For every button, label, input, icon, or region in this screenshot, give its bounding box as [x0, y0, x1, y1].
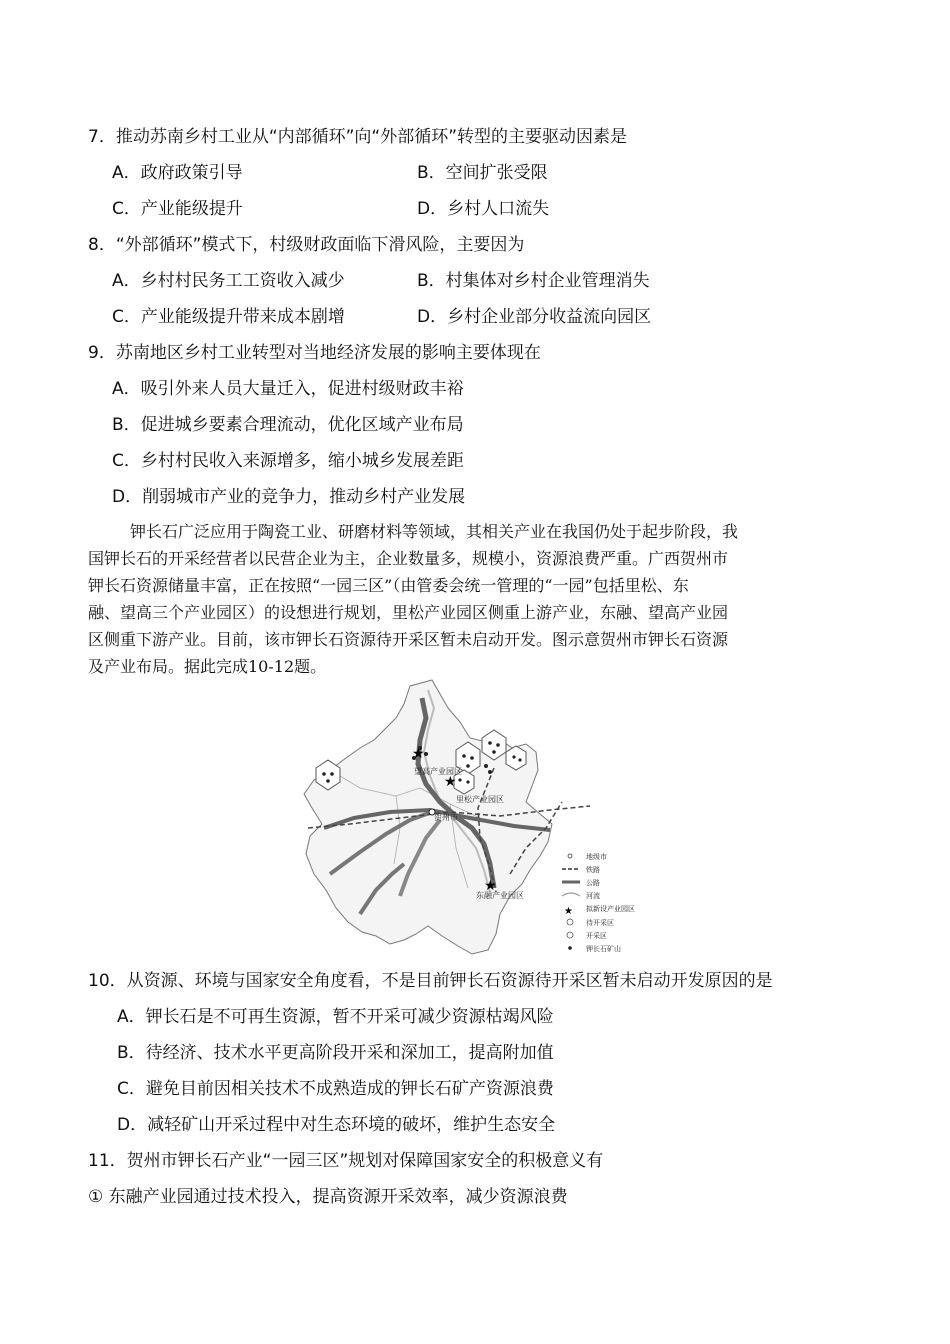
legend-city: 地级市 — [586, 853, 607, 861]
park-star-dongrong: ★ — [484, 878, 497, 894]
q10-option-b: B．待经济、技术水平更高阶段开采和深加工，提高附加值 — [117, 1043, 554, 1063]
legend-mining: 开采区 — [586, 932, 607, 940]
legend-railway: 铁路 — [586, 866, 600, 874]
q8-option-b: B．村集体对乡村企业管理消失 — [417, 271, 650, 291]
q10-option-a: A．钾长石是不可再生资源，暂不开采可减少资源枯竭风险 — [117, 1007, 554, 1027]
legend-park: 拟新设产业园区 — [586, 905, 635, 913]
q9-option-a: A．吸引外来人员大量迁入，促进村级财政丰裕 — [112, 379, 464, 399]
label-wanggao: 望高产业园区 — [414, 767, 462, 776]
map-legend — [562, 852, 635, 953]
passage-line-3: 钾长石资源储量丰富，正在按照“一园三区”（由管委会统一管理的“一园”包括里松、东 — [88, 576, 689, 595]
passage-line-4: 融、望高三个产业园区）的设想进行规划，里松产业园区侧重上游产业，东融、望高产业园 — [88, 603, 729, 622]
q8-option-d: D．乡村企业部分收益流向园区 — [417, 307, 652, 327]
park-star-lisong: ★ — [444, 774, 457, 790]
q10-option-d: D．减轻矿山开采过程中对生态环境的破坏，维护生态安全 — [117, 1115, 556, 1135]
q7-option-d: D．乡村人口流失 — [417, 199, 550, 219]
q11-item-1: ① 东融产业园通过技术投入，提高资源开采效率，减少资源浪费 — [88, 1187, 568, 1207]
legend-mine: 钾长石矿山 — [586, 945, 621, 953]
q9-option-b: B．促进城乡要素合理流动，优化区域产业布局 — [112, 415, 464, 435]
legend-pending: 待开采区 — [586, 919, 614, 927]
q11-stem: 11．贺州市钾长石产业“一园三区”规划对保障国家安全的积极意义有 — [88, 1151, 604, 1171]
legend-river: 河流 — [586, 892, 600, 900]
q8-stem: 8．“外部循环”模式下，村级财政面临下滑风险，主要因为 — [88, 235, 525, 255]
label-hezhou: 贺州市 — [434, 813, 458, 822]
q7-stem: 7．推动苏南乡村工业从“内部循环”向“外部循环”转型的主要驱动因素是 — [88, 127, 628, 147]
q7-option-b: B．空间扩张受限 — [417, 163, 548, 183]
passage-line-5: 区侧重下游产业。目前，该市钾长石资源待开采区暂未启动开发。图示意贺州市钾长石资源 — [88, 630, 729, 649]
region-boundary — [304, 680, 552, 954]
q7-option-c: C．产业能级提升 — [112, 199, 243, 219]
q8-option-c: C．产业能级提升带来成本剧增 — [112, 307, 345, 327]
q10-stem: 10．从资源、环境与国家安全角度看，不是目前钾长石资源待开采区暂未启动开发原因的是 — [88, 971, 773, 991]
q9-option-c: C．乡村村民收入来源增多，缩小城乡发展差距 — [112, 451, 464, 471]
passage-line-6: 及产业布局。据此完成10-12题。 — [88, 657, 327, 676]
svg-text:★: ★ — [564, 906, 573, 917]
park-star-wanggao: ★ — [412, 746, 425, 762]
q9-option-d: D．削弱城市产业的竞争力，推动乡村产业发展 — [112, 487, 466, 507]
passage-line-1: 钾长石广泛应用于陶瓷工业、研磨材料等领域，其相关产业在我国仍处于起步阶段，我 — [130, 522, 739, 541]
label-dongrong: 东融产业园区 — [476, 891, 524, 900]
q9-stem: 9．苏南地区乡村工业转型对当地经济发展的影响主要体现在 — [88, 343, 541, 363]
q8-option-a: A．乡村村民务工工资收入减少 — [112, 271, 345, 291]
q7-option-a: A．政府政策引导 — [112, 163, 243, 183]
label-lisong: 里松产业园区 — [456, 795, 504, 804]
q10-option-c: C．避免目前因相关技术不成熟造成的钾长石矿产资源浪费 — [117, 1079, 554, 1099]
hezhou-feldspar-map — [300, 678, 665, 960]
passage-line-2: 国钾长石的开采经营者以民营企业为主，企业数量多，规模小，资源浪费严重。广西贺州市 — [88, 549, 729, 568]
legend-highway: 公路 — [586, 879, 600, 887]
